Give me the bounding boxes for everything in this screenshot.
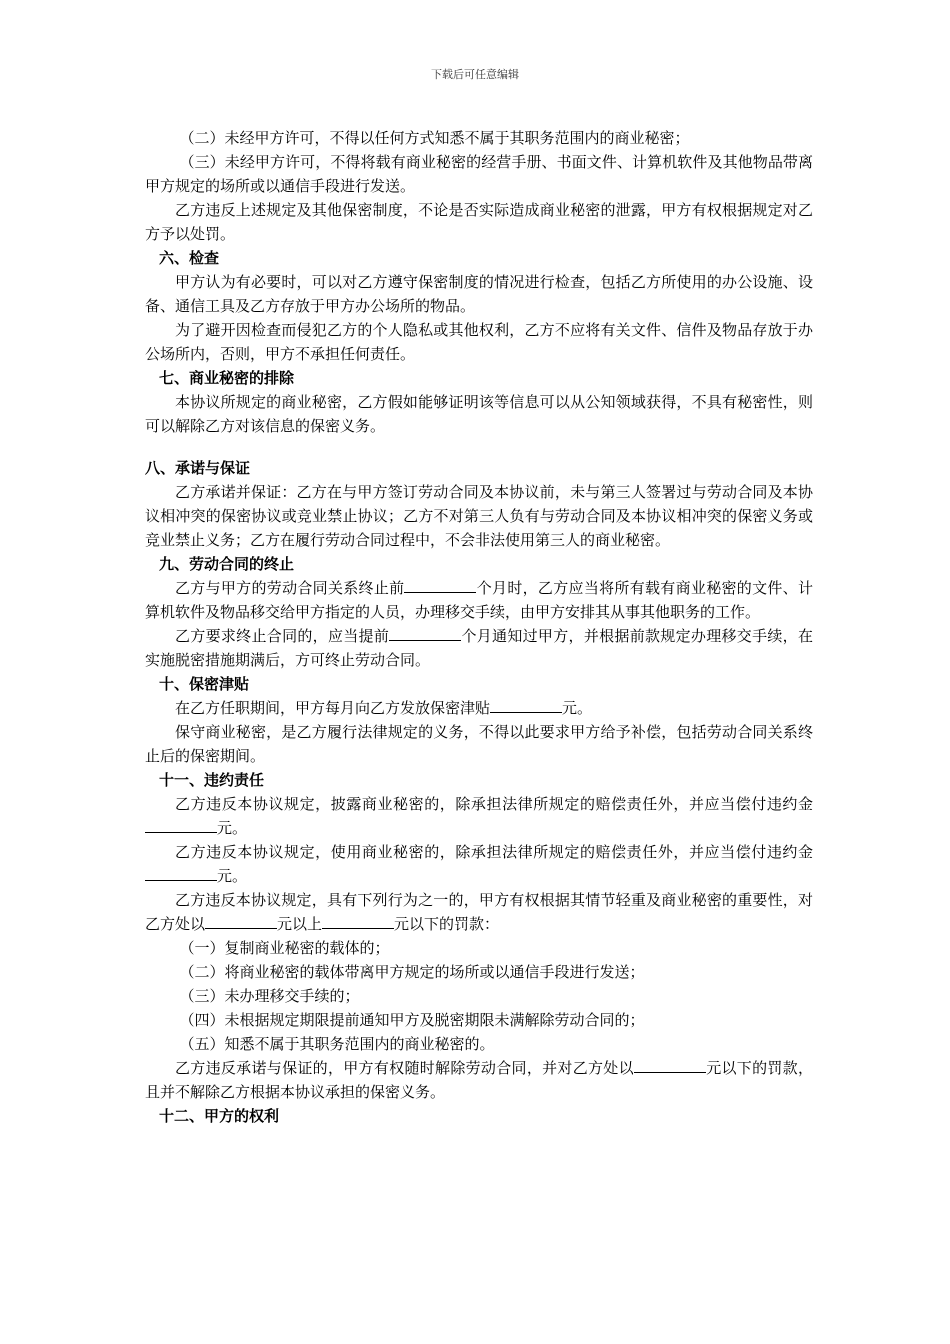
paragraph: 乙方与甲方的劳动合同关系终止前 个月时，乙方应当将所有载有商业秘密的文件、计算机软件及物品移交给甲方指定的人员，办理移交手续，由甲方安排其从事其他职务的工作。 — [145, 579, 813, 621]
list-item: （四）未根据规定期限提前通知甲方及脱密期限未满解除劳动合同的； — [179, 1011, 645, 1029]
paragraph: 本协议所规定的商业秘密，乙方假如能够证明该等信息可以从公知领域获得，不具有秘密性，则可以解除乙方对该信息的保密义务。 — [145, 393, 813, 435]
paragraph: 为了避开因检查而侵犯乙方的个人隐私或其他权利，乙方不应将有关文件、信件及物品存放于办公场所内，否则，甲方不承担任何责任。 — [145, 321, 813, 363]
paragraph: 乙方承诺并保证：乙方在与甲方签订劳动合同及本协议前，未与第三人签署过与劳动合同及本协议相冲突的保密协议或竞业禁止协议；乙方不对第三人负有与劳动合同及本协议相冲突的保密义务或竞业禁止义务；乙方在履行劳动合同过程中，不会非法使用第三人的商业秘密。 — [145, 483, 813, 549]
fill-in-blank — [145, 866, 217, 881]
paragraph: 乙方违反本协议规定，具有下列行为之一的，甲方有权根据其情节轻重及商业秘密的重要性，对乙方处以 元以上 元以下的罚款： — [145, 891, 813, 933]
list-item: （三）未办理移交手续的； — [179, 987, 360, 1005]
paragraph: 乙方违反上述规定及其他保密制度，不论是否实际造成商业秘密的泄露，甲方有权根据规定对乙方予以处罚。 — [145, 201, 813, 243]
section-heading-12: 十二、甲方的权利 — [159, 1107, 280, 1125]
paragraph: 甲方认为有必要时，可以对乙方遵守保密制度的情况进行检查，包括乙方所使用的办公设施、设备、通信工具及乙方存放于甲方办公场所的物品。 — [145, 273, 813, 315]
paragraph: （三）未经甲方许可，不得将载有商业秘密的经营手册、书面文件、计算机软件及其他物品带离甲方规定的场所或以通信手段进行发送。 — [145, 153, 813, 195]
paragraph: 乙方要求终止合同的，应当提前 个月通知过甲方，并根据前款规定办理移交手续，在实施脱密措施期满后，方可终止劳动合同。 — [145, 627, 813, 669]
paragraph: 乙方违反本协议规定，使用商业秘密的，除承担法律所规定的赔偿责任外，并应当偿付违约金元。 — [145, 840, 813, 888]
paragraph: 保守商业秘密，是乙方履行法律规定的义务，不得以此要求甲方给予补偿，包括劳动合同关系终止后的保密期间。 — [145, 723, 813, 765]
page-header: 下载后可任意编辑 — [431, 68, 519, 81]
fill-in-blank — [322, 914, 394, 929]
paragraph: 乙方违反本协议规定，披露商业秘密的，除承担法律所规定的赔偿责任外，并应当偿付违约金元。 — [145, 792, 813, 840]
section-heading-8: 八、承诺与保证 — [145, 459, 251, 477]
fill-in-blank — [389, 626, 461, 641]
document-body — [145, 126, 813, 1128]
section-heading-7: 七、商业秘密的排除 — [159, 369, 295, 387]
paragraph: （二）未经甲方许可，不得以任何方式知悉不属于其职务范围内的商业秘密； — [179, 129, 690, 147]
fill-in-blank — [634, 1058, 706, 1073]
paragraph: 乙方违反承诺与保证的，甲方有权随时解除劳动合同，并对乙方处以 元以下的罚款，且并不解除乙方根据本协议承担的保密义务。 — [145, 1059, 813, 1101]
section-heading-6: 六、检查 — [159, 249, 220, 267]
section-heading-11: 十一、违约责任 — [159, 771, 265, 789]
fill-in-blank — [404, 578, 476, 593]
list-item: （二）将商业秘密的载体带离甲方规定的场所或以通信手段进行发送； — [179, 963, 645, 981]
fill-in-blank — [205, 914, 277, 929]
list-item: （一）复制商业秘密的载体的； — [179, 939, 390, 957]
list-item: （五）知悉不属于其职务范围内的商业秘密的。 — [179, 1035, 495, 1053]
fill-in-blank — [490, 698, 562, 713]
paragraph: 在乙方任职期间，甲方每月向乙方发放保密津贴 元。 — [175, 699, 593, 717]
fill-in-blank — [145, 818, 217, 833]
section-heading-10: 十、保密津贴 — [159, 675, 250, 693]
section-heading-9: 九、劳动合同的终止 — [159, 555, 295, 573]
